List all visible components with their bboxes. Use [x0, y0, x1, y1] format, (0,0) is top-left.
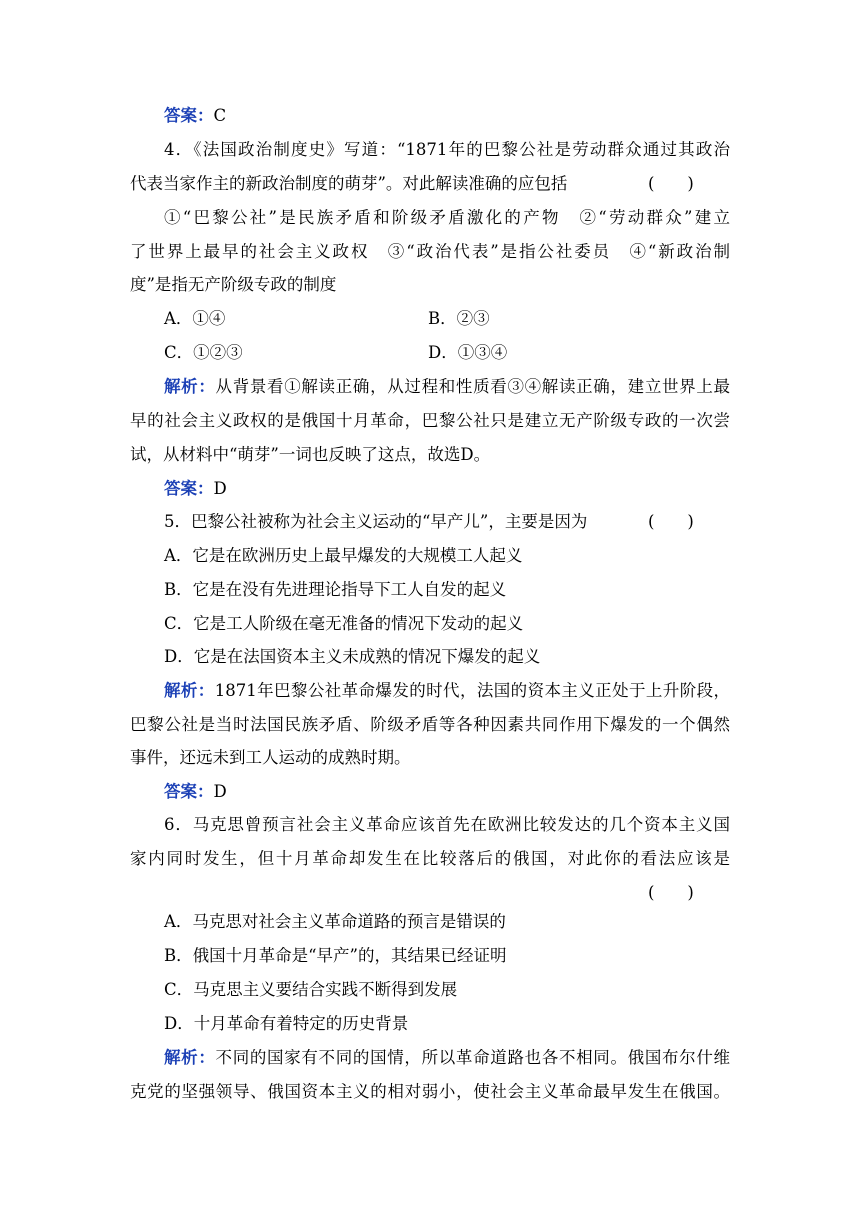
q4-option-b: B．②③	[428, 309, 490, 328]
q6-analysis-line-2: 克党的坚强领导、俄国资本主义的相对弱小，使社会主义革命最早发生在俄国。	[130, 1082, 730, 1101]
q5-analysis-label: 解析：	[164, 681, 215, 700]
q5-answer-bracket: ( )	[648, 512, 694, 531]
answer-value: C	[213, 106, 227, 125]
q6-stem-line-1: 6．马克思曾预言社会主义革命应该首先在欧洲比较发达的几个资本主义国	[164, 815, 730, 834]
q6-option-c: C．马克思主义要结合实践不断得到发展	[164, 980, 458, 999]
q5-analysis-line-1	[164, 679, 730, 703]
q4-items-line-3: 度”是指无产阶级专政的制度	[130, 275, 337, 294]
q4-answer-label: 答案：	[164, 479, 214, 498]
q4-analysis-text-1: 从背景看①解读正确，从过程和性质看③④解读正确，建立世界上最	[215, 377, 730, 396]
q4-items-line-1: ①“巴黎公社”是民族矛盾和阶级矛盾激化的产物 ②“劳动群众”建立	[164, 208, 730, 227]
q4-option-a: A．①④	[164, 309, 226, 328]
q4-option-d: D．①③④	[428, 343, 508, 362]
q5-option-d: D．它是在法国资本主义未成熟的情况下爆发的起义	[164, 647, 541, 666]
q5-option-a: A．它是在欧洲历史上最早爆发的大规模工人起义	[164, 546, 523, 565]
q5-answer-line	[164, 780, 227, 804]
answer-line	[164, 104, 226, 128]
q4-items-line-2: 了世界上最早的社会主义政权 ③“政治代表”是指公社委员 ④“新政治制	[130, 242, 730, 261]
q6-analysis-text-1: 不同的国家有不同的国情，所以革命道路也各不相同。俄国布尔什维	[215, 1048, 730, 1067]
q4-analysis-line-3: 试，从材料中“萌芽”一词也反映了这点，故选D。	[130, 445, 491, 464]
q6-option-b: B．俄国十月革命是“早产”的，其结果已经证明	[164, 946, 507, 965]
q4-analysis-line-1	[164, 375, 730, 399]
q5-answer-value: D	[213, 782, 227, 801]
q4-stem-line-2: 代表当家作主的新政治制度的萌芽”。对此解读准确的应包括	[130, 174, 568, 193]
q5-answer-label: 答案：	[164, 782, 214, 801]
q5-option-b: B．它是在没有先进理论指导下工人自发的起义	[164, 580, 507, 599]
q6-answer-bracket: ( )	[648, 883, 694, 902]
q6-option-d: D．十月革命有着特定的历史背景	[164, 1014, 409, 1033]
q4-analysis-line-2: 早的社会主义政权的是俄国十月革命，巴黎公社只是建立无产阶级专政的一次尝	[130, 411, 730, 430]
q6-stem-line-2: 家内同时发生，但十月革命却发生在比较落后的俄国，对此你的看法应该是	[130, 849, 730, 868]
q5-stem: 5．巴黎公社被称为社会主义运动的“早产儿”，主要是因为	[164, 512, 588, 531]
q6-option-a: A．马克思对社会主义革命道路的预言是错误的	[164, 912, 506, 931]
q6-analysis-label: 解析：	[164, 1048, 216, 1067]
q5-analysis-line-3: 事件，还远未到工人运动的成熟时期。	[130, 748, 411, 767]
q4-option-c: C．①②③	[164, 343, 243, 362]
q4-analysis-label: 解析：	[164, 377, 216, 396]
q4-answer-value: D	[213, 479, 227, 498]
q5-option-c: C．它是工人阶级在毫无准备的情况下发动的起义	[164, 614, 524, 633]
answer-label: 答案：	[164, 106, 214, 125]
q6-analysis-line-1	[164, 1046, 730, 1070]
q4-answer-line	[164, 477, 227, 501]
q4-stem-line-1: 4．《法国政治制度史》写道：“1871年的巴黎公社是劳动群众通过其政治	[164, 140, 730, 159]
q5-analysis-line-2: 巴黎公社是当时法国民族矛盾、阶级矛盾等各种因素共同作用下爆发的一个偶然	[130, 715, 730, 734]
q4-answer-bracket: ( )	[648, 174, 694, 193]
q5-analysis-text-1: 1871年巴黎公社革命爆发的时代，法国的资本主义正处于上升阶段，	[214, 681, 731, 700]
